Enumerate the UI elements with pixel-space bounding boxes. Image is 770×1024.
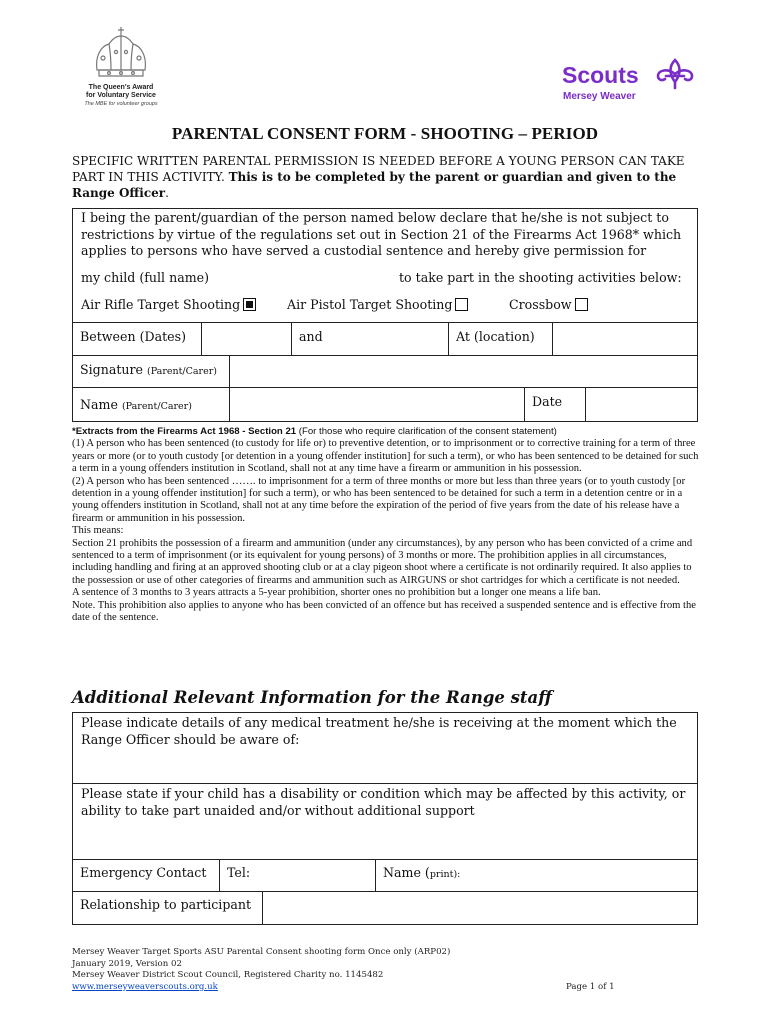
website-link[interactable]: www.merseyweaverscouts.org.uk	[72, 981, 218, 992]
relationship-field[interactable]	[263, 892, 697, 924]
emergency-contact-row	[73, 859, 697, 891]
and-label: and	[292, 323, 449, 355]
air-rifle-checkbox[interactable]	[243, 298, 256, 311]
option-air-rifle[interactable]	[81, 297, 256, 312]
start-date-field[interactable]	[202, 323, 292, 355]
signature-label-cell	[73, 356, 230, 387]
between-dates-label: Between (Dates)	[73, 323, 202, 355]
activity-options	[73, 292, 697, 322]
queens-award-logo	[76, 26, 166, 118]
declaration-text: I being the parent/guardian of the person named below declare that he/she is not subject to restrictions by virtue of the regulations set out in Section 21 of the Firearms Act 1968* which applies to persons who have served a custodial sentence and hereby give permission for	[81, 210, 682, 258]
intro-range-officer: Range Officer	[72, 186, 166, 200]
tel-field[interactable]	[220, 860, 376, 891]
option-crossbow[interactable]	[509, 297, 588, 312]
consent-table	[72, 208, 698, 422]
scouts-logo	[562, 58, 702, 108]
disability-field[interactable]	[73, 783, 697, 859]
signature-row	[73, 355, 697, 387]
footer-version: January 2019, Version 02	[72, 958, 182, 969]
law-paragraph-1: (1) A person who has been sentenced (to custody for life or) to preventive detention, or to imprisonment or to corrective training for a term of three years or more (or to youth custody [or detention in a young offender institution] for such a term), or who has been sentenced to be detained for such a term in a young offenders institution in Scotland, shall not at any time have a firearm or ammunition in his possession.	[72, 438, 699, 475]
award-title: The Queen's Award	[88, 84, 154, 91]
signature-field[interactable]	[230, 356, 697, 387]
footer-charity: Mersey Weaver District Scout Council, Registered Charity no. 1145482	[72, 970, 384, 981]
scouts-district: Mersey Weaver	[563, 91, 636, 102]
footer-form-name: Mersey Weaver Target Sports ASU Parental Consent shooting form Once only (ARP02)	[72, 947, 451, 957]
law-paragraph-3: This means:	[72, 525, 124, 537]
disability-label: Please state if your child has a disability or condition which may be affected by this activity, or ability to take part unaided and/or without additional support	[81, 786, 686, 818]
award-note: The MBE for volunteer groups	[84, 101, 158, 107]
intro-instruction: This is to be completed by the parent or guardian and given to the	[228, 170, 677, 184]
parent-name-field[interactable]	[230, 388, 525, 421]
firearms-act-extract	[72, 426, 700, 625]
medical-treatment-label: Please indicate details of any medical treatment he/she is receiving at the moment which the Range Officer should be aware of:	[81, 715, 677, 747]
intro-text	[72, 153, 692, 201]
date-field[interactable]	[586, 388, 697, 421]
fleur-de-lis-icon	[652, 58, 698, 90]
medical-treatment-field[interactable]	[73, 713, 697, 783]
signature-note: (Parent/Carer)	[146, 366, 217, 377]
footer	[72, 947, 632, 993]
name-row	[73, 387, 697, 421]
intro-line-1: SPECIFIC WRITTEN PARENTAL PERMISSION IS NEEDED BEFORE A YOUNG PERSON CAN TAKE	[72, 154, 685, 168]
signature-label: Signature	[80, 362, 147, 377]
law-title-note: (For those who require clarification of the consent statement)	[296, 426, 557, 437]
law-paragraph-4: Section 21 prohibits the possession of a firearm and ammunition (under any circumstances), by any person who has been convicted of a crime and sentenced to a term of imprisonment (or its equivalent for young persons) of 3 months or more. The prohibition applies in all circumstances, including handling and firing at an approved shooting club or at a clay pigeon shoot where a certificate is not ordinarily required. It also applies to the possession or use of other categories of firearms and ammunition such as AIRGUNS or shot cartridges for which a certificate is not needed.	[72, 537, 693, 586]
option-air-rifle-label: Air Rifle Target Shooting	[81, 297, 241, 312]
relationship-row	[73, 891, 697, 924]
relationship-label: Relationship to participant	[73, 892, 263, 924]
additional-info-heading: Additional Relevant Information for the Range staff	[72, 688, 552, 707]
scouts-wordmark: Scouts	[562, 62, 639, 88]
contact-name-note: print):	[429, 869, 461, 880]
tel-label: Tel:	[227, 865, 251, 880]
option-air-pistol[interactable]	[287, 297, 468, 312]
intro-line-2	[72, 169, 692, 185]
intro-line-3	[72, 185, 692, 201]
page-title: PARENTAL CONSENT FORM - SHOOTING – PERIOD	[171, 124, 599, 143]
law-paragraph-5: A sentence of 3 months to 3 years attracts a 5-year prohibition, shorter ones no prohibition but a longer one means a life ban.	[72, 587, 601, 599]
dates-row	[73, 322, 697, 355]
crown-icon	[89, 26, 153, 82]
additional-info-table	[72, 712, 698, 925]
parent-name-note: (Parent/Carer)	[121, 401, 192, 412]
law-heading	[72, 426, 700, 438]
name-label-cell	[73, 388, 230, 421]
option-crossbow-label: Crossbow	[509, 297, 572, 312]
law-paragraph-2: (2) A person who has been sentenced ……. to imprisonment for a term of three months or more but less than three years (or to youth custody [or detention in a young offender institution] for such a term), or who has been sentenced to be detained for such a term in a detention centre or in a young offenders institution in Scotland, shall not at any time before the expiration of the period of five years from the date of his release have a firearm or ammunition in his possession.	[72, 475, 686, 524]
contact-name-label: Name (	[383, 865, 430, 880]
intro-line-3-end: .	[165, 186, 169, 200]
law-paragraph-6: Note. This prohibition also applies to anyone who has been convicted of an offence but has received a suspended sentence and is effective from the date of the sentence.	[72, 599, 696, 624]
option-air-pistol-label: Air Pistol Target Shooting	[287, 297, 453, 312]
law-title: *Extracts from the Firearms Act 1968 - Section 21	[72, 426, 297, 437]
date-label: Date	[525, 388, 586, 421]
location-field[interactable]	[553, 323, 697, 355]
child-name-row[interactable]	[73, 262, 697, 292]
award-subtitle: for Voluntary Service	[86, 92, 156, 99]
child-name-label: my child (full name)	[81, 270, 210, 285]
location-label: At (location)	[449, 323, 553, 355]
parent-name-label: Name	[80, 397, 122, 412]
contact-name-field[interactable]	[376, 860, 697, 891]
emergency-contact-label: Emergency Contact	[73, 860, 220, 891]
crossbow-checkbox[interactable]	[575, 298, 588, 311]
intro-line-2a: PART IN THIS ACTIVITY.	[72, 170, 229, 184]
page-number: Page 1 of 1	[566, 982, 615, 992]
air-pistol-checkbox[interactable]	[455, 298, 468, 311]
take-part-label: to take part in the shooting activities below:	[399, 270, 682, 285]
